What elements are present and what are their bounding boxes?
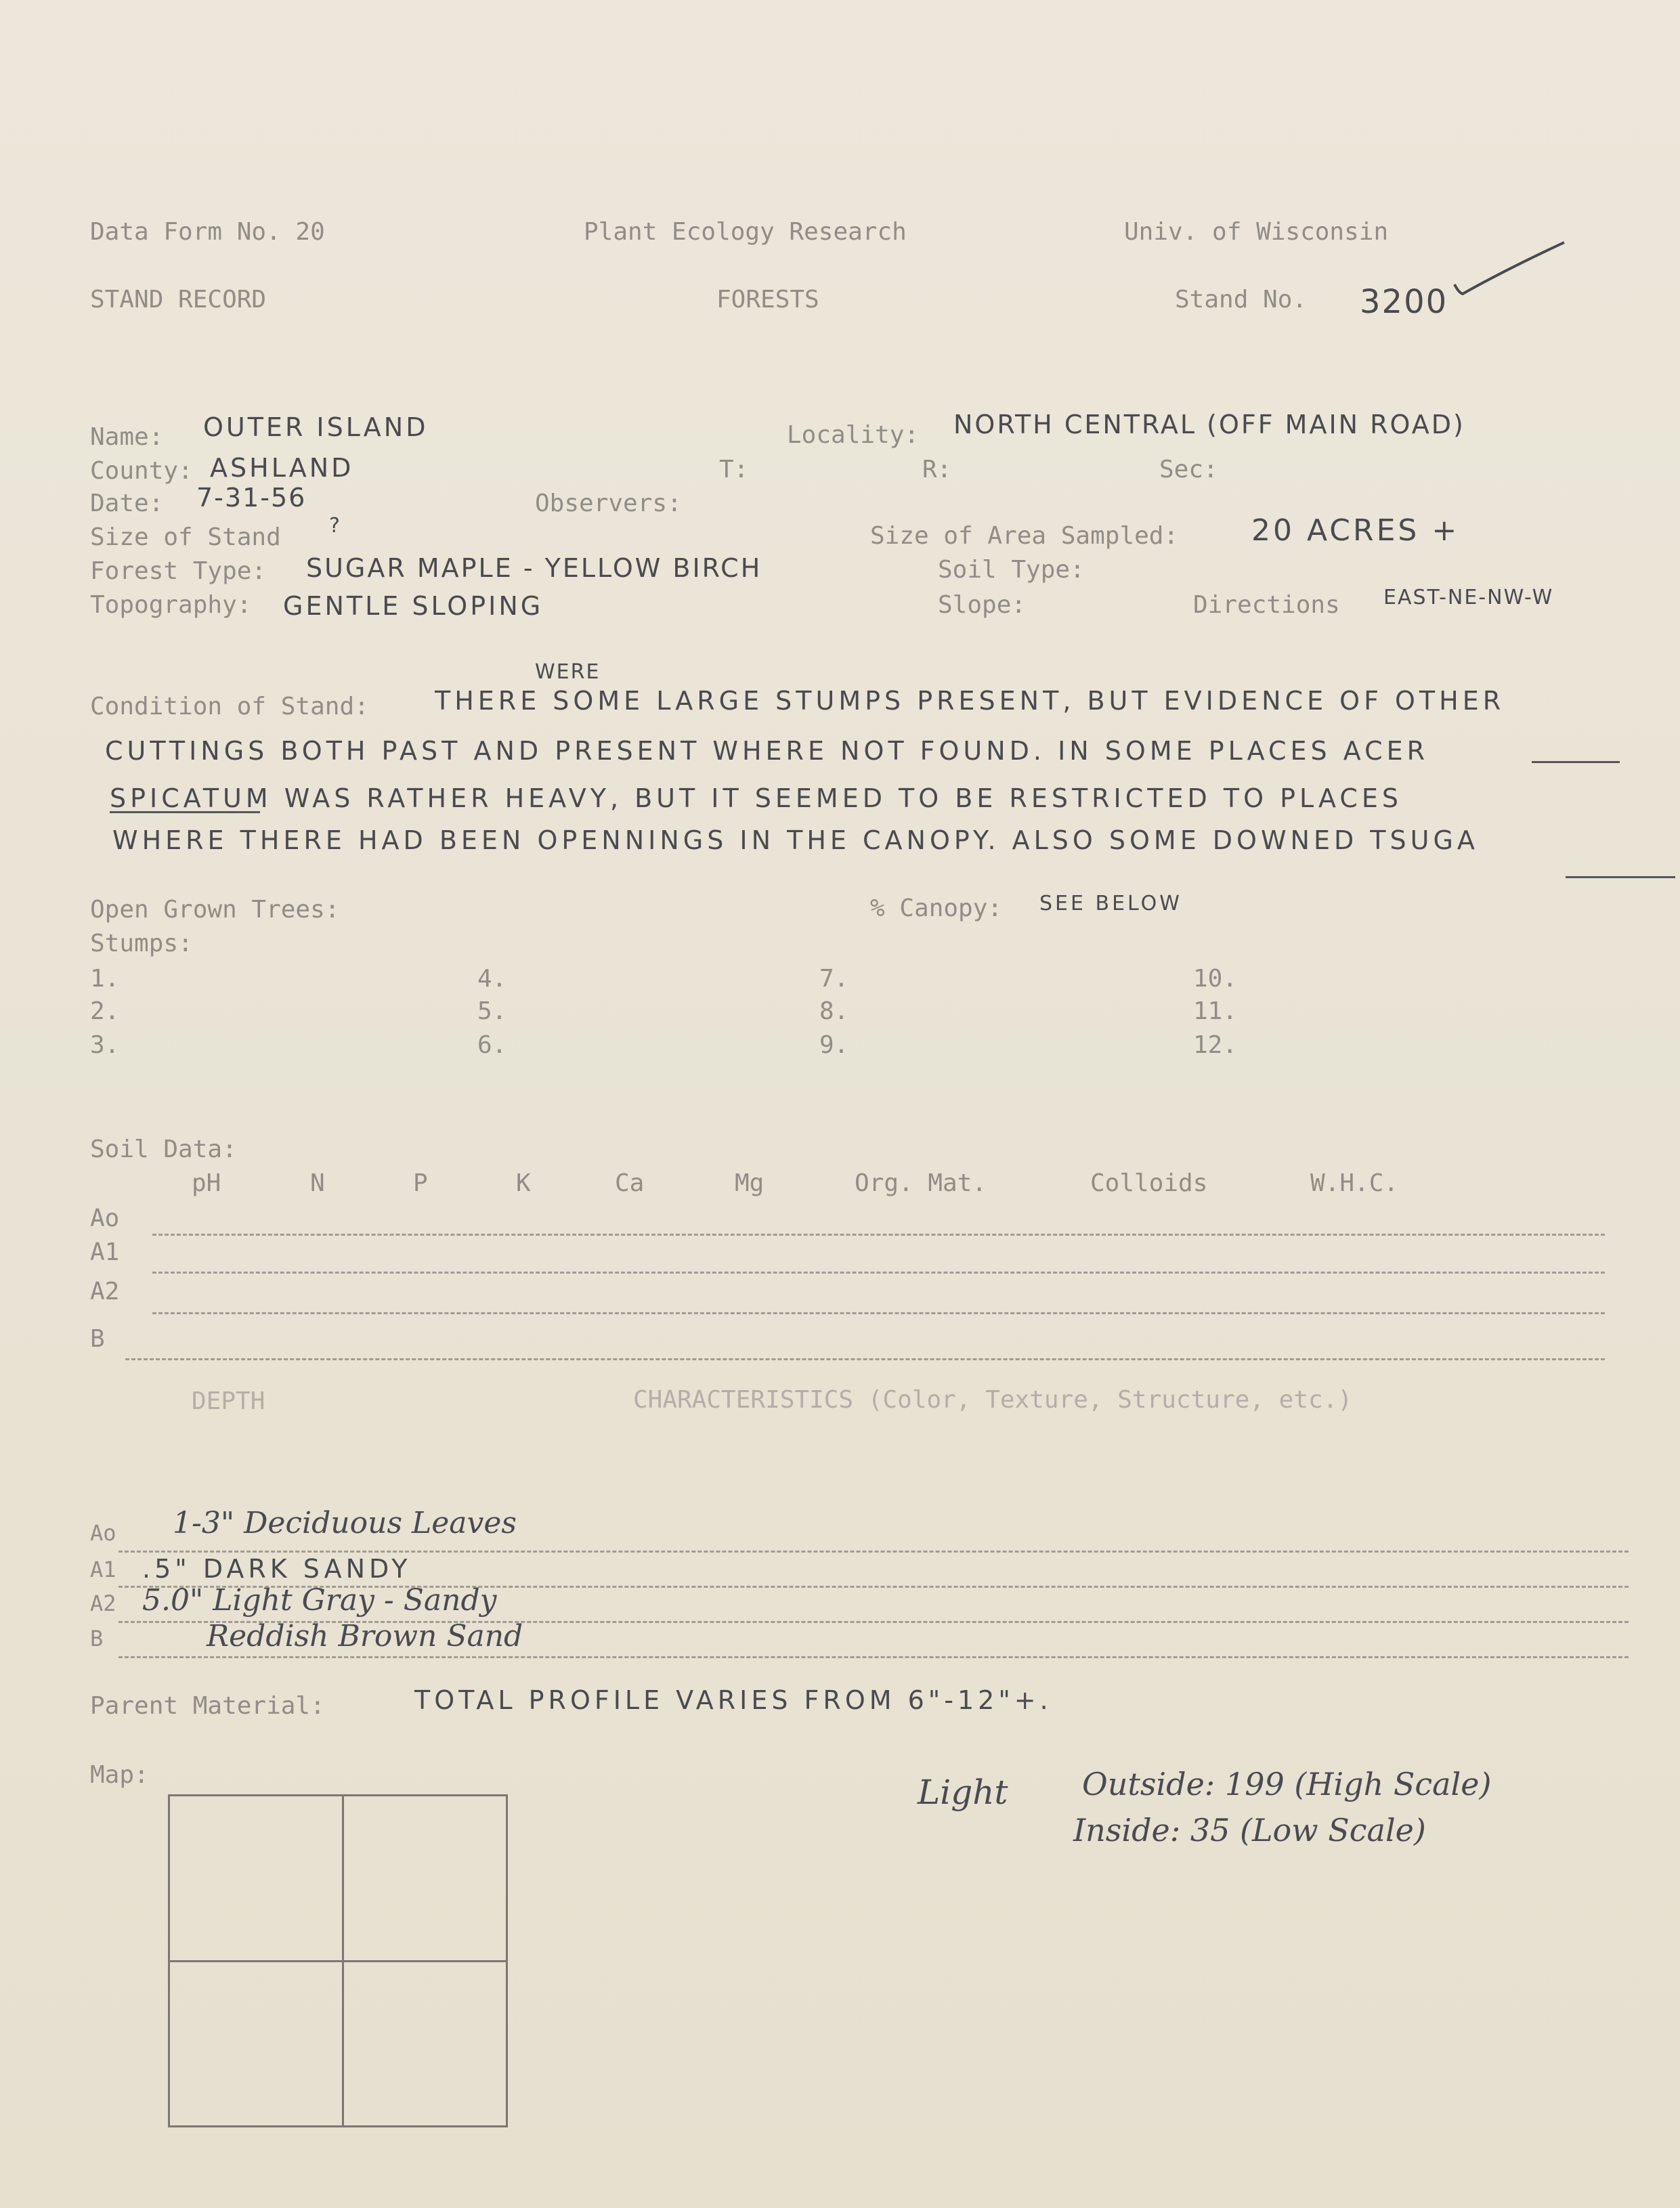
spicatum-underline <box>110 811 260 813</box>
depth-label: DEPTH <box>192 1387 265 1415</box>
map-grid-horizontal <box>168 1960 508 1962</box>
acer-underline <box>1532 761 1620 763</box>
topography-value: GENTLE SLOPING <box>283 591 544 621</box>
directions-value: EAST-NE-NW-W <box>1383 586 1554 609</box>
stump-number: 6. <box>477 1031 507 1059</box>
soil-row-label: B <box>90 1325 105 1353</box>
map-label: Map: <box>90 1761 149 1789</box>
stump-number: 2. <box>90 997 120 1025</box>
stump-number: 7. <box>819 965 849 993</box>
county-value: ASHLAND <box>210 453 354 483</box>
soil-row-label: A2 <box>90 1278 120 1305</box>
stump-number: 9. <box>819 1031 849 1059</box>
university: Univ. of Wisconsin <box>1124 218 1389 246</box>
soil-column-k: K <box>516 1169 531 1197</box>
soil-row-line <box>152 1234 1605 1236</box>
size-of-area-value: 20 ACRES + <box>1251 513 1460 548</box>
check-mark-icon <box>1449 237 1571 305</box>
name-label: Name: <box>90 423 164 451</box>
soil-row-line <box>125 1358 1605 1360</box>
locality-label: Locality: <box>787 421 920 449</box>
soil-column-whc: W.H.C. <box>1310 1169 1399 1197</box>
profile-entry: 1-3" Deciduous Leaves <box>173 1506 517 1540</box>
profile-line <box>119 1621 1629 1623</box>
soil-column-mg: Mg <box>735 1169 764 1197</box>
profile-line <box>119 1551 1629 1553</box>
soil-column-ca: Ca <box>615 1169 645 1197</box>
size-of-area-label: Size of Area Sampled: <box>870 522 1179 550</box>
condition-line-2: CUTTINGS BOTH PAST AND PRESENT WHERE NOT FOUND. IN SOME PLACES ACER <box>105 736 1429 766</box>
observers-label: Observers: <box>535 490 682 517</box>
profile-horizon: A2 <box>90 1590 116 1616</box>
sec-label: Sec: <box>1159 456 1218 483</box>
soil-column-n: N <box>310 1169 325 1197</box>
stump-number: 12. <box>1193 1031 1238 1059</box>
soil-row-line <box>152 1272 1605 1274</box>
r-label: R: <box>922 456 952 483</box>
stump-number: 1. <box>90 965 120 993</box>
record-type: STAND RECORD <box>90 286 267 313</box>
date-value: 7-31-56 <box>196 483 307 513</box>
profile-horizon: A1 <box>90 1557 116 1582</box>
stand-number-value: 3200 <box>1360 283 1448 321</box>
stump-number: 5. <box>477 997 507 1025</box>
profile-horizon: B <box>90 1626 104 1651</box>
profile-horizon: Ao <box>90 1520 116 1546</box>
condition-line-1: THERE SOME LARGE STUMPS PRESENT, BUT EVIDENCE OF OTHER <box>435 686 1505 716</box>
department: Plant Ecology Research <box>584 218 907 246</box>
soil-data-label: Soil Data: <box>90 1135 237 1163</box>
locality-value: NORTH CENTRAL (OFF MAIN ROAD) <box>953 410 1465 439</box>
profile-entry: .5" DARK SANDY <box>142 1554 412 1584</box>
light-title: Light <box>918 1773 1008 1812</box>
soil-row-line <box>152 1312 1605 1314</box>
characteristics-label: CHARACTERISTICS (Color, Texture, Structure, etc.) <box>633 1386 1353 1414</box>
forest-type-value: SUGAR MAPLE - YELLOW BIRCH <box>306 553 762 583</box>
stump-number: 11. <box>1193 997 1238 1025</box>
light-outside: Outside: 199 (High Scale) <box>1082 1766 1492 1802</box>
topography-label: Topography: <box>90 591 252 619</box>
stand-number-label: Stand No. <box>1175 286 1308 313</box>
canopy-value: SEE BELOW <box>1039 892 1182 915</box>
tsuga-underline <box>1566 876 1675 878</box>
name-value: OUTER ISLAND <box>203 412 429 442</box>
condition-insert: WERE <box>535 660 601 684</box>
condition-label: Condition of Stand: <box>90 693 369 720</box>
condition-line-3: SPICATUM WAS RATHER HEAVY, BUT IT SEEMED TO BE RESTRICTED TO PLACES <box>110 783 1403 813</box>
profile-line <box>119 1586 1629 1588</box>
stump-number: 3. <box>90 1031 120 1059</box>
category: FORESTS <box>716 286 819 313</box>
soil-type-label: Soil Type: <box>938 556 1085 584</box>
soil-column-org-mat: Org. Mat. <box>855 1169 987 1197</box>
soil-column-colloids: Colloids <box>1090 1169 1208 1197</box>
canopy-label: % Canopy: <box>870 894 1003 922</box>
profile-line <box>119 1656 1629 1658</box>
parent-material-label: Parent Material: <box>90 1692 325 1720</box>
forest-type-label: Forest Type: <box>90 557 267 585</box>
form-number: Data Form No. 20 <box>90 218 325 246</box>
directions-label: Directions <box>1193 591 1340 619</box>
stump-number: 8. <box>819 997 849 1025</box>
profile-entry: Reddish Brown Sand <box>207 1619 523 1653</box>
slope-label: Slope: <box>938 591 1027 619</box>
stump-number: 4. <box>477 965 507 993</box>
soil-column-ph: pH <box>192 1169 221 1197</box>
soil-column-p: P <box>413 1169 428 1197</box>
stumps-label: Stumps: <box>90 930 193 957</box>
condition-line-4: WHERE THERE HAD BEEN OPENNINGS IN THE CANOPY. ALSO SOME DOWNED TSUGA <box>112 825 1479 855</box>
county-label: County: <box>90 457 193 485</box>
t-label: T: <box>719 456 749 483</box>
open-grown-trees-label: Open Grown Trees: <box>90 896 340 924</box>
date-label: Date: <box>90 490 164 517</box>
light-inside: Inside: 35 (Low Scale) <box>1073 1812 1426 1848</box>
stump-number: 10. <box>1193 965 1238 993</box>
soil-row-label: A1 <box>90 1238 120 1266</box>
soil-row-label: Ao <box>90 1205 120 1232</box>
size-of-stand-value: ? <box>329 514 343 538</box>
parent-material-value: TOTAL PROFILE VARIES FROM 6"-12"+. <box>414 1685 1052 1715</box>
profile-entry: 5.0" Light Gray - Sandy <box>142 1583 497 1618</box>
size-of-stand-label: Size of Stand <box>90 523 281 551</box>
